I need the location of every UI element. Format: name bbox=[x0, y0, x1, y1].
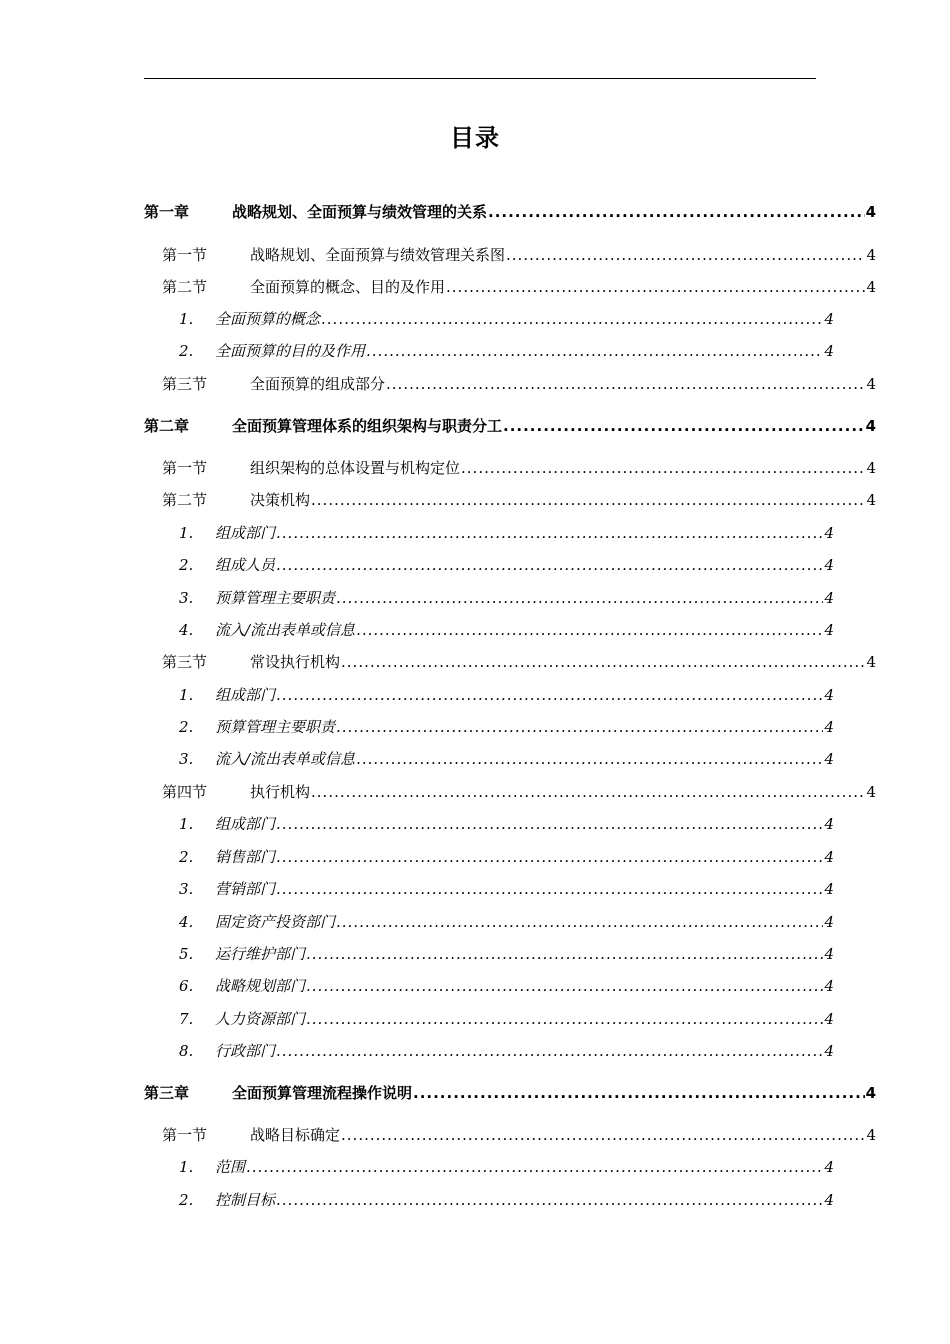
toc-item[interactable] bbox=[179, 846, 834, 868]
toc-section[interactable] bbox=[162, 489, 876, 511]
toc-entry-number: 3. bbox=[179, 589, 194, 607]
toc-entry-number: 第三章 bbox=[144, 1084, 190, 1102]
toc-dot-leader bbox=[311, 781, 865, 803]
toc-entry-number: 4. bbox=[179, 621, 194, 639]
toc-dot-leader bbox=[276, 554, 823, 576]
toc-section[interactable] bbox=[162, 457, 876, 479]
toc-entry-number: 4. bbox=[179, 913, 194, 931]
toc-entry-title: 组成部门 bbox=[215, 815, 276, 833]
toc-entry-title: 全面预算的组成部分 bbox=[250, 375, 386, 393]
toc-page-number: 4 bbox=[866, 459, 876, 477]
toc-dot-leader bbox=[321, 308, 823, 330]
toc-entry-number: 1. bbox=[179, 1158, 194, 1176]
toc-page-number: 4 bbox=[824, 556, 834, 574]
page-title: 目录 bbox=[450, 124, 500, 152]
toc-entry-title: 常设执行机构 bbox=[250, 653, 341, 671]
toc-entry-title: 组织架构的总体设置与机构定位 bbox=[250, 459, 461, 477]
toc-entry-title: 行政部门 bbox=[215, 1042, 276, 1060]
toc-entry-number: 第三节 bbox=[162, 653, 208, 671]
toc-entry-title: 组成部门 bbox=[215, 686, 276, 704]
toc-entry-number: 第一节 bbox=[162, 1126, 208, 1144]
toc-item[interactable] bbox=[179, 975, 834, 997]
toc-page-number: 4 bbox=[824, 1191, 834, 1209]
toc-section[interactable] bbox=[162, 651, 876, 673]
toc-entry-title: 组成部门 bbox=[215, 524, 276, 542]
toc-entry-title: 预算管理主要职责 bbox=[215, 718, 336, 736]
toc-item[interactable] bbox=[179, 911, 834, 933]
toc-entry-number: 7. bbox=[179, 1010, 194, 1028]
toc-page-number: 4 bbox=[865, 417, 876, 435]
toc-page-number: 4 bbox=[865, 1084, 876, 1102]
toc-dot-leader bbox=[276, 522, 823, 544]
toc-page-number: 4 bbox=[824, 913, 834, 931]
toc-dot-leader bbox=[336, 911, 823, 933]
toc-entry-number: 3. bbox=[179, 880, 194, 898]
toc-entry-number: 1. bbox=[179, 524, 194, 542]
toc-page-number: 4 bbox=[866, 783, 876, 801]
toc-dot-leader bbox=[276, 846, 823, 868]
toc-item[interactable] bbox=[179, 308, 834, 330]
toc-item[interactable] bbox=[179, 748, 834, 770]
toc-dot-leader bbox=[413, 1082, 865, 1104]
toc-dot-leader bbox=[503, 415, 865, 437]
toc-item[interactable] bbox=[179, 716, 834, 738]
toc-item[interactable] bbox=[179, 1189, 834, 1211]
toc-dot-leader bbox=[461, 457, 865, 479]
toc-dot-leader bbox=[336, 587, 823, 609]
toc-item[interactable] bbox=[179, 878, 834, 900]
toc-section[interactable] bbox=[162, 373, 876, 395]
toc-entry-number: 2. bbox=[179, 718, 194, 736]
toc-item[interactable] bbox=[179, 684, 834, 706]
toc-page-number: 4 bbox=[824, 977, 834, 995]
toc-dot-leader bbox=[366, 340, 823, 362]
toc-dot-leader bbox=[246, 1156, 823, 1178]
toc-entry-number: 第二节 bbox=[162, 278, 208, 296]
toc-item[interactable] bbox=[179, 619, 834, 641]
toc-entry-title: 全面预算的概念 bbox=[215, 310, 321, 328]
toc-item[interactable] bbox=[179, 1040, 834, 1062]
toc-entry-number: 第二章 bbox=[144, 417, 190, 435]
toc-entry-title: 战略目标确定 bbox=[250, 1126, 341, 1144]
toc-entry-title: 流入/流出表单或信息 bbox=[215, 750, 356, 768]
toc-section[interactable] bbox=[162, 276, 876, 298]
toc-item[interactable] bbox=[179, 340, 834, 362]
toc-dot-leader bbox=[306, 943, 823, 965]
toc-entry-title: 运行维护部门 bbox=[215, 945, 306, 963]
toc-item[interactable] bbox=[179, 943, 834, 965]
toc-entry-title: 预算管理主要职责 bbox=[215, 589, 336, 607]
toc-entry-number: 2. bbox=[179, 556, 194, 574]
toc-entry-number: 5. bbox=[179, 945, 194, 963]
toc-page-number: 4 bbox=[824, 718, 834, 736]
toc-entry-number: 6. bbox=[179, 977, 194, 995]
toc-entry-number: 第一节 bbox=[162, 246, 208, 264]
toc-entry-title: 销售部门 bbox=[215, 848, 276, 866]
toc-dot-leader bbox=[276, 878, 823, 900]
toc-dot-leader bbox=[356, 619, 823, 641]
toc-entry-title: 全面预算管理体系的组织架构与职责分工 bbox=[232, 417, 503, 435]
toc-entry-number: 8. bbox=[179, 1042, 194, 1060]
toc-entry-number: 第四节 bbox=[162, 783, 208, 801]
toc-entry-title: 流入/流出表单或信息 bbox=[215, 621, 356, 639]
toc-dot-leader bbox=[341, 651, 865, 673]
toc-dot-leader bbox=[356, 748, 823, 770]
toc-dot-leader bbox=[276, 813, 823, 835]
toc-entry-title: 战略规划部门 bbox=[215, 977, 306, 995]
toc-entry-number: 2. bbox=[179, 1191, 194, 1209]
toc-entry-title: 决策机构 bbox=[250, 491, 311, 509]
toc-entry-title: 营销部门 bbox=[215, 880, 276, 898]
toc-page-number: 4 bbox=[824, 848, 834, 866]
toc-page-number: 4 bbox=[824, 686, 834, 704]
toc-entry-number: 第一章 bbox=[144, 203, 190, 221]
toc-dot-leader bbox=[506, 244, 865, 266]
toc-section[interactable] bbox=[162, 1124, 876, 1146]
toc-page-number: 4 bbox=[866, 491, 876, 509]
toc-dot-leader bbox=[386, 373, 865, 395]
toc-dot-leader bbox=[341, 1124, 865, 1146]
toc-entry-title: 全面预算的目的及作用 bbox=[215, 342, 366, 360]
toc-entry-number: 2. bbox=[179, 342, 194, 360]
toc-item[interactable] bbox=[179, 1008, 834, 1030]
toc-entry-number: 1. bbox=[179, 686, 194, 704]
toc-page-number: 4 bbox=[865, 203, 876, 221]
toc-dot-leader bbox=[306, 1008, 823, 1030]
toc-dot-leader bbox=[306, 975, 823, 997]
toc-page-number: 4 bbox=[824, 750, 834, 768]
toc-entry-number: 3. bbox=[179, 750, 194, 768]
toc-page-number: 4 bbox=[866, 1126, 876, 1144]
toc-entry-number: 1. bbox=[179, 310, 194, 328]
toc-page-number: 4 bbox=[866, 653, 876, 671]
toc-page-number: 4 bbox=[866, 375, 876, 393]
toc-chapter[interactable] bbox=[144, 201, 876, 223]
toc-entry-title: 组成人员 bbox=[215, 556, 276, 574]
toc-entry-title: 全面预算的概念、目的及作用 bbox=[250, 278, 446, 296]
toc-page-number: 4 bbox=[824, 310, 834, 328]
toc-page-number: 4 bbox=[824, 815, 834, 833]
toc-section[interactable] bbox=[162, 244, 876, 266]
toc-entry-title: 固定资产投资部门 bbox=[215, 913, 336, 931]
toc-entry-title: 全面预算管理流程操作说明 bbox=[232, 1084, 413, 1102]
toc-page-number: 4 bbox=[866, 246, 876, 264]
toc-item[interactable] bbox=[179, 587, 834, 609]
toc-page-number: 4 bbox=[866, 278, 876, 296]
toc-page-number: 4 bbox=[824, 342, 834, 360]
toc-section[interactable] bbox=[162, 781, 876, 803]
toc-chapter[interactable] bbox=[144, 415, 876, 437]
toc-entry-number: 第一节 bbox=[162, 459, 208, 477]
toc-entry-number: 第二节 bbox=[162, 491, 208, 509]
toc-item[interactable] bbox=[179, 554, 834, 576]
toc-entry-number: 2. bbox=[179, 848, 194, 866]
toc-entry-title: 执行机构 bbox=[250, 783, 311, 801]
toc-entry-title: 人力资源部门 bbox=[215, 1010, 306, 1028]
toc-entry-number: 1. bbox=[179, 815, 194, 833]
toc-page-number: 4 bbox=[824, 524, 834, 542]
toc-page-number: 4 bbox=[824, 880, 834, 898]
toc-dot-leader bbox=[446, 276, 865, 298]
toc-dot-leader bbox=[336, 716, 823, 738]
toc-item[interactable] bbox=[179, 1156, 834, 1178]
toc-page-number: 4 bbox=[824, 621, 834, 639]
toc-chapter[interactable] bbox=[144, 1082, 876, 1104]
header-rule bbox=[144, 78, 816, 79]
toc-page-number: 4 bbox=[824, 945, 834, 963]
toc-page-number: 4 bbox=[824, 589, 834, 607]
toc-entry-number: 第三节 bbox=[162, 375, 208, 393]
toc-entry-title: 控制目标 bbox=[215, 1191, 276, 1209]
toc-dot-leader bbox=[276, 1040, 823, 1062]
toc-page-number: 4 bbox=[824, 1042, 834, 1060]
toc-dot-leader bbox=[311, 489, 865, 511]
toc-entry-title: 战略规划、全面预算与绩效管理的关系 bbox=[232, 203, 488, 221]
toc-dot-leader bbox=[276, 1189, 823, 1211]
toc-entry-title: 范围 bbox=[215, 1158, 246, 1176]
toc-item[interactable] bbox=[179, 813, 834, 835]
toc-page-number: 4 bbox=[824, 1010, 834, 1028]
toc-item[interactable] bbox=[179, 522, 834, 544]
toc-entry-title: 战略规划、全面预算与绩效管理关系图 bbox=[250, 246, 506, 264]
toc-dot-leader bbox=[488, 201, 865, 223]
toc-page-number: 4 bbox=[824, 1158, 834, 1176]
toc-dot-leader bbox=[276, 684, 823, 706]
